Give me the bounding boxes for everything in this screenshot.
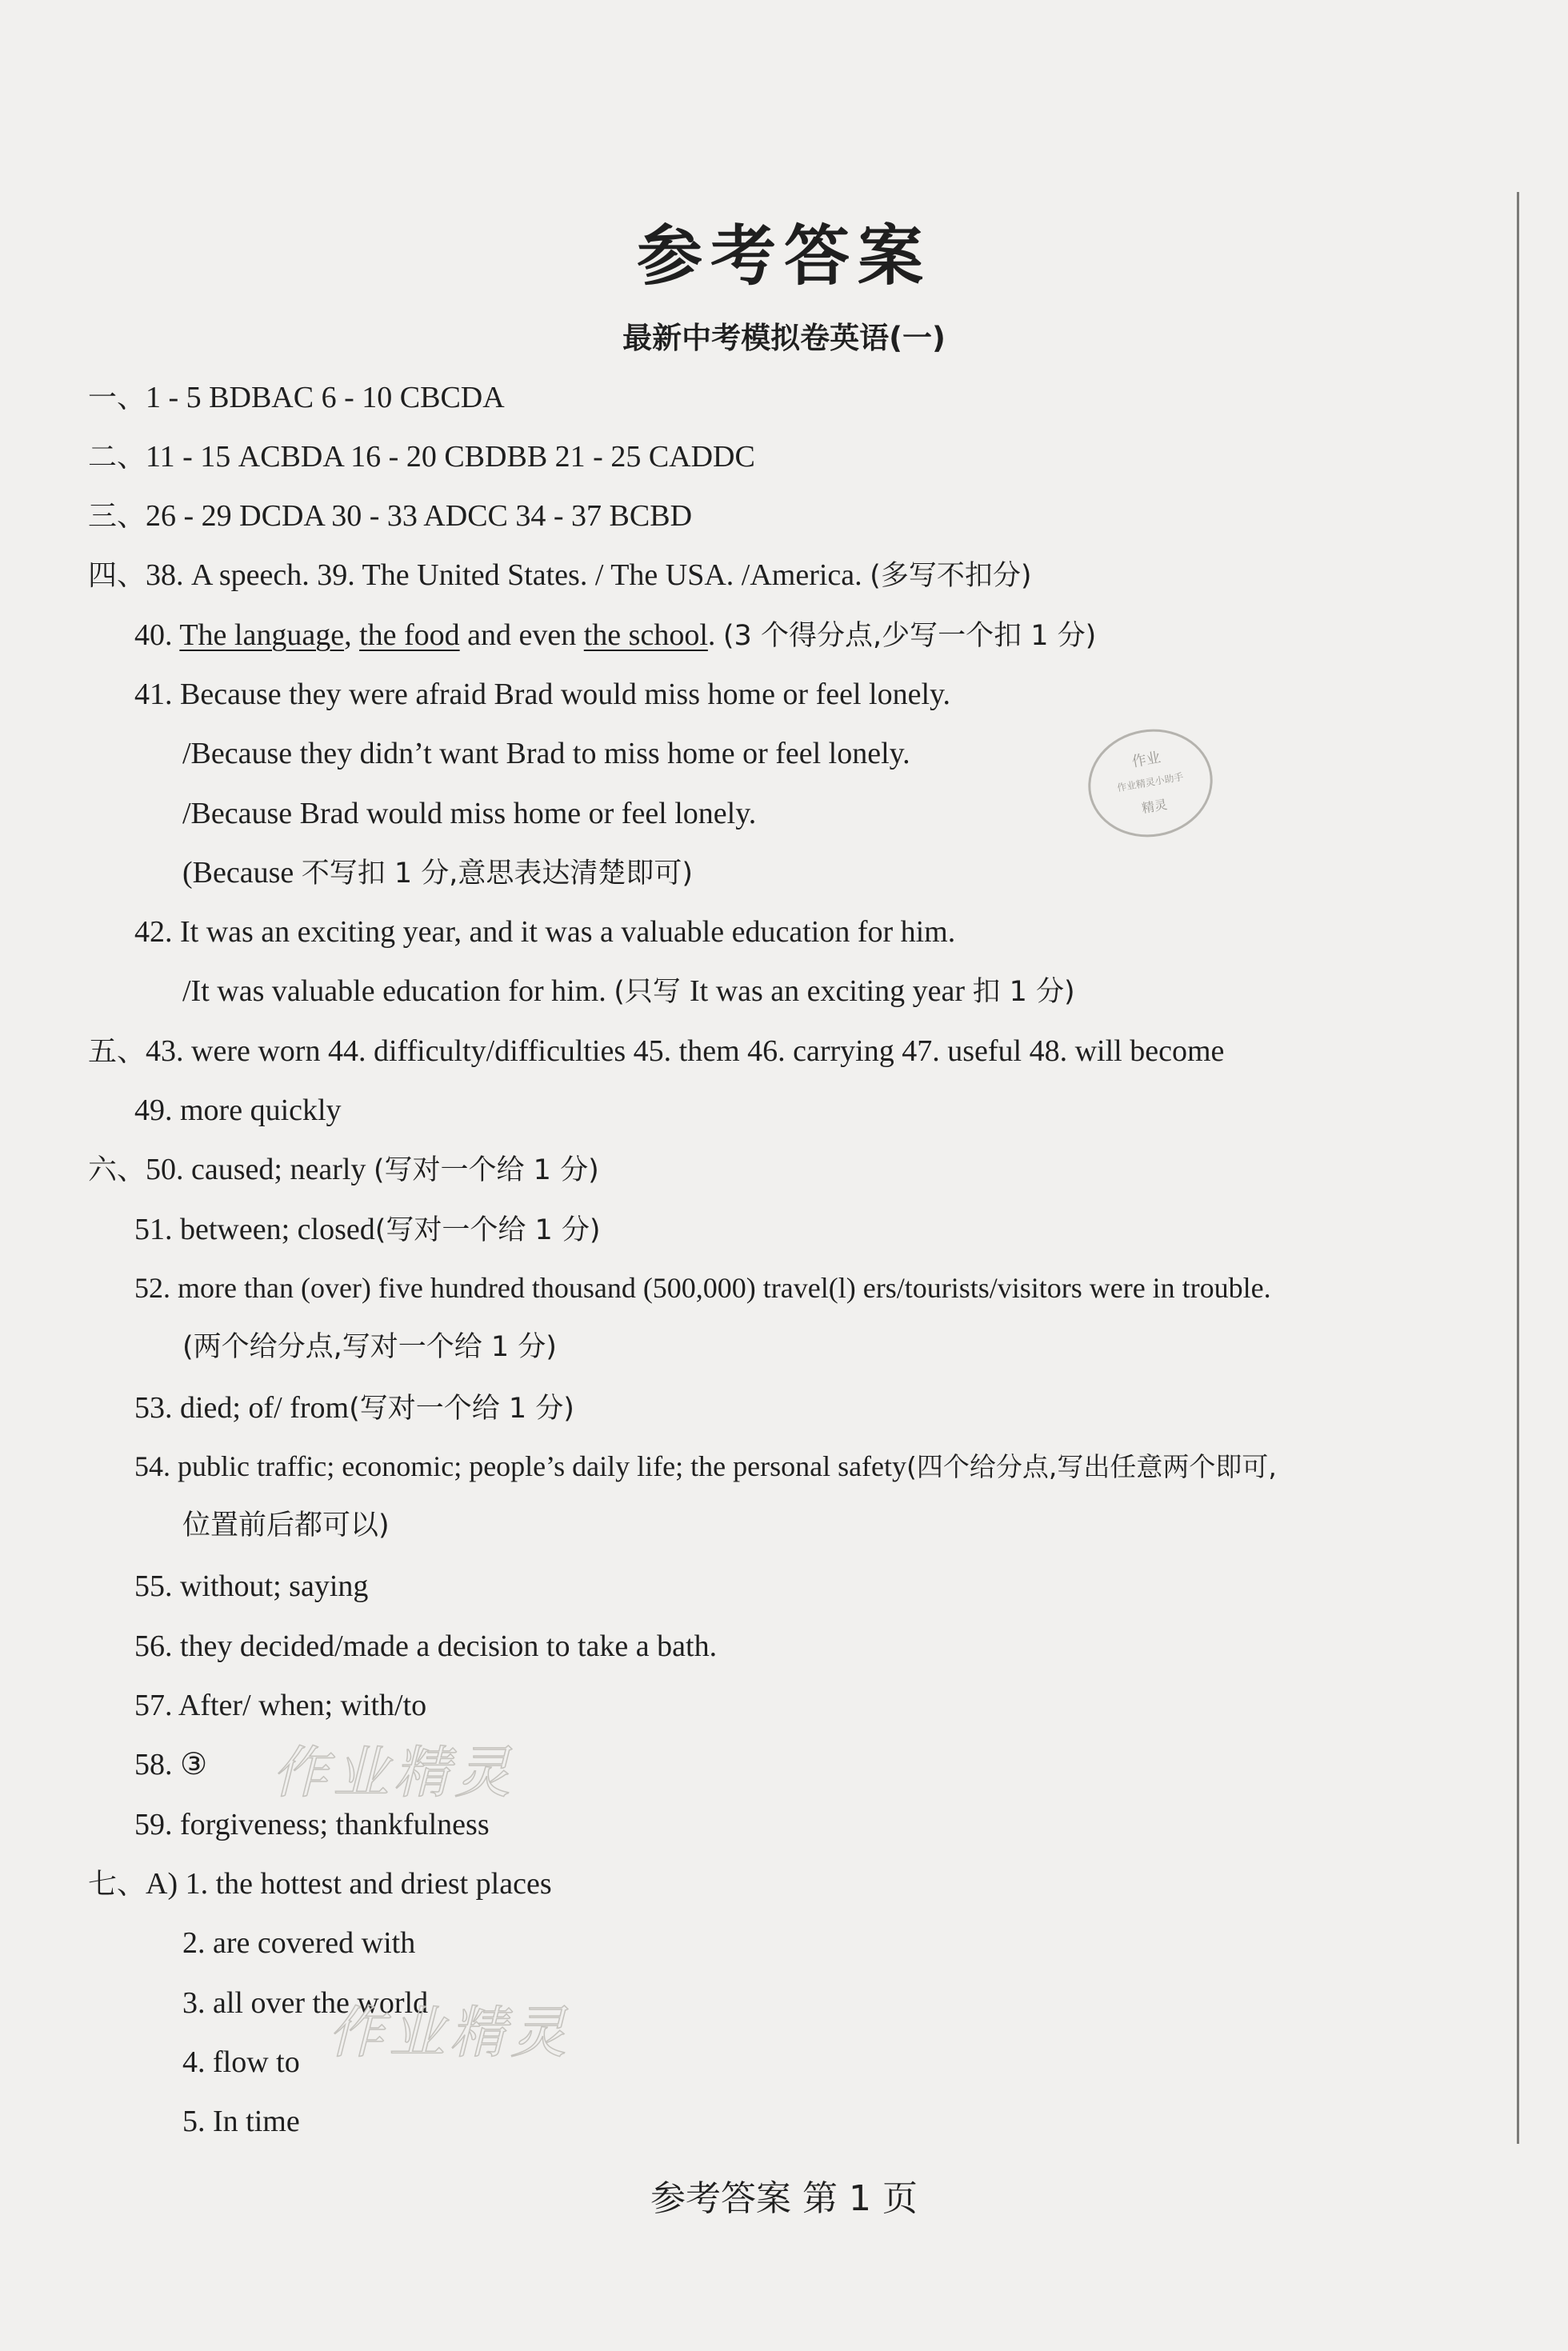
answer-55: 55. without; saying: [134, 1569, 369, 1603]
answer-42-note-c: 扣 1 分): [972, 976, 1075, 1008]
section-3-answers: 26 - 29 DCDA 30 - 33 ADCC 34 - 37 BCBD: [146, 499, 693, 533]
section-5-row-2: 49. more quickly: [134, 1094, 342, 1127]
page-footer: 参考答案 第 1 页: [650, 2178, 918, 2219]
section-2-answers: 11 - 15 ACBDA 16 - 20 CBDBB 21 - 25 CADDC: [146, 440, 755, 474]
watermark-1: 作业精灵: [272, 1740, 515, 1805]
section-4-mark: 四、: [88, 559, 146, 592]
answer-41-note-b: 不写扣 1 分,意思表达清楚即可): [301, 858, 694, 890]
section-5-answers-1: 43. were worn 44. difficulty/difficulties 45. them 46. carrying 47. useful 48. will become: [146, 1034, 1225, 1068]
answer-42-note-a: (只写: [614, 976, 690, 1008]
section-7-answer-1: 1. the hottest and driest places: [185, 1867, 552, 1901]
page-edge-line: [1517, 192, 1519, 2144]
answer-42-note-b: It was an exciting year: [690, 974, 973, 1008]
section-5-mark: 五、: [88, 1035, 146, 1068]
section-7-answer-3: 3. all over the world: [182, 1986, 429, 2020]
answer-41-note: [182, 858, 693, 888]
section-1-answers: 1 - 5 BDBAC 6 - 10 CBCDA: [146, 381, 505, 414]
answer-40-item-language: The language: [179, 618, 345, 652]
answer-58: 58. ③: [134, 1748, 208, 1781]
stamp-line-2: 作业精灵小助手: [1116, 770, 1185, 794]
answer-53-note: (写对一个给 1 分): [349, 1393, 574, 1425]
answer-59: 59. forgiveness; thankfulness: [134, 1808, 490, 1841]
answer-41-line-3: /Because Brad would miss home or feel lonely.: [182, 797, 757, 830]
answer-56: 56. they decided/made a decision to take a bath.: [134, 1629, 718, 1663]
section-3-mark: 三、: [88, 500, 146, 533]
answer-40-number: 40.: [134, 618, 180, 652]
answer-40-note: (3 个得分点,少写一个扣 1 分): [722, 620, 1097, 652]
answer-51: [134, 1214, 601, 1245]
answer-42-line-1: 42. It was an exciting year, and it was a valuable education for him.: [134, 915, 956, 949]
stamp-line-1: 作业: [1130, 749, 1162, 771]
answer-54-note-2: 位置前后都可以): [182, 1509, 390, 1541]
answer-53-text: 53. died; of/ from: [134, 1391, 350, 1425]
answer-40-item-school: the school: [583, 618, 708, 652]
section-2-line: [88, 442, 755, 472]
answer-50-text: 50. caused; nearly: [146, 1153, 374, 1186]
answer-54: [134, 1452, 1277, 1481]
answer-54-text: 54. public traffic; economic; people’s daily life; the personal safety: [134, 1450, 907, 1482]
answer-51-text: 51. between; closed: [134, 1213, 375, 1246]
answer-38-39: [88, 560, 1031, 590]
section-3-line: [88, 501, 692, 531]
answer-40-sep: ,: [344, 618, 360, 652]
page-title: 参考答案: [636, 218, 931, 294]
answer-38-39-text: 38. A speech. 39. The United States. / The USA. /America.: [146, 558, 862, 592]
answer-41-note-a: (Because: [182, 856, 302, 890]
zuoye-stamp: [1080, 719, 1222, 846]
answer-41-line-1: 41. Because they were afraid Brad would miss home or feel lonely.: [134, 678, 951, 711]
answer-39-note: (多写不扣分): [870, 560, 1032, 592]
answer-54-note: (四个给分点,写出任意两个即可,: [906, 1451, 1277, 1482]
answer-41-line-2: /Because they didn’t want Brad to miss home or feel lonely.: [182, 737, 910, 770]
watermark-2: 作业精灵: [328, 2000, 571, 2065]
answer-50-note: (写对一个给 1 分): [373, 1154, 599, 1186]
stamp-line-3: 精灵: [1140, 796, 1169, 817]
answer-40-end: .: [707, 618, 723, 652]
answer-53: [134, 1393, 574, 1423]
answer-42-alt: /It was valuable education for him.: [182, 974, 614, 1008]
section-7-mark: 七、: [88, 1868, 146, 1901]
section-7-answer-5: 5. In time: [182, 2105, 300, 2138]
section-1-line: [88, 382, 505, 413]
answer-51-note: (写对一个给 1 分): [374, 1214, 601, 1246]
answer-40: [134, 620, 1096, 650]
page-subtitle: 最新中考模拟卷英语(一): [622, 321, 946, 355]
section-7-answer-4: 4. flow to: [182, 2045, 300, 2079]
answer-52: 52. more than (over) five hundred thousand (500,000) travel(l) ers/tourists/visitors were in trouble.: [134, 1272, 1271, 1304]
section-7-item-1: [88, 1869, 552, 1899]
answer-50: [88, 1154, 599, 1185]
answer-40-mid: and even: [459, 618, 584, 652]
section-7-answer-2: 2. are covered with: [182, 1926, 416, 1960]
section-7-part-a: A): [146, 1867, 186, 1901]
section-6-mark: 六、: [88, 1154, 146, 1186]
section-1-mark: 一、: [88, 382, 146, 414]
answer-40-item-food: the food: [359, 618, 460, 652]
answer-57: 57. After/ when; with/to: [134, 1689, 427, 1722]
answer-52-note: (两个给分点,写对一个给 1 分): [182, 1331, 557, 1363]
section-5-row-1: [88, 1036, 1224, 1066]
answer-42-line-2: [182, 976, 1075, 1006]
section-2-mark: 二、: [88, 441, 146, 474]
